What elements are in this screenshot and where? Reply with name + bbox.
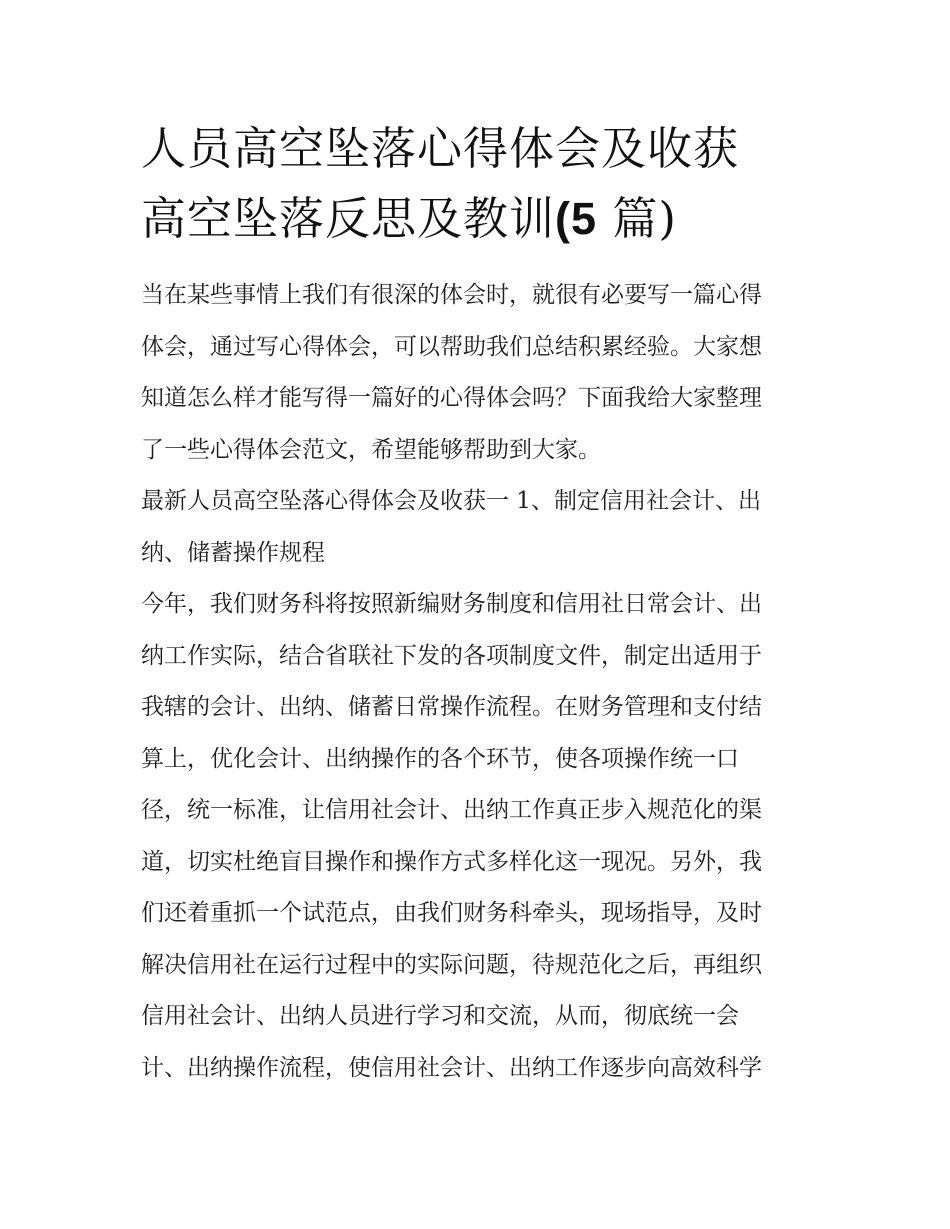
document-title [141, 114, 813, 254]
title-count-suffix: 篇) [597, 192, 677, 245]
title-count: (5 [555, 193, 598, 244]
document-body [141, 270, 813, 1094]
paragraph-line: 们还着重抓一个试范点，由我们财务科牵头，现场指导，及时 [141, 900, 762, 926]
paragraph-line: 信用社会计、出纳人员进行学习和交流，从而，彻底统一会 [141, 1003, 739, 1029]
paragraph-line: 了一些心得体会范文，希望能够帮助到大家。 [141, 436, 601, 463]
title-line-2 [141, 184, 813, 254]
paragraph-line: 解决信用社在运行过程中的实际问题，待规范化之后，再组织 [141, 951, 762, 978]
paragraph-intro [141, 270, 813, 476]
document-page [141, 114, 813, 1094]
paragraph-line: 纳工作实际，结合省联社下发的各项制度文件，制定出适用于 [141, 642, 762, 669]
paragraph-line: 知道怎么样才能写得一篇好的心得体会吗？下面我给大家整理 [141, 385, 762, 411]
paragraph-line: 最新人员高空坠落心得体会及收获一 1、制定信用社会计、出 [141, 488, 761, 514]
paragraph-line: 今年，我们财务科将按照新编财务制度和信用社日常会计、出 [141, 591, 762, 617]
title-line-1: 人员高空坠落心得体会及收获 [141, 122, 740, 175]
paragraph-line: 当在某些事情上我们有很深的体会时，就很有必要写一篇心得 [141, 282, 762, 308]
paragraph-line: 道，切实杜绝盲目操作和操作方式多样化这一现况。另外，我 [141, 848, 762, 875]
paragraph-section-heading [141, 476, 813, 579]
paragraph-main [141, 579, 813, 1094]
paragraph-line: 计、出纳操作流程，使信用社会计、出纳工作逐步向高效科学 [141, 1054, 762, 1081]
paragraph-line: 径，统一标准，让信用社会计、出纳工作真正步入规范化的渠 [141, 797, 762, 823]
title-line-2-text: 高空坠落反思及教训 [141, 192, 556, 245]
paragraph-line: 算上，优化会计、出纳操作的各个环节，使各项操作统一口 [141, 745, 739, 772]
paragraph-line: 体会，通过写心得体会，可以帮助我们总结积累经验。大家想 [141, 333, 762, 360]
paragraph-line: 我辖的会计、出纳、储蓄日常操作流程。在财务管理和支付结 [141, 694, 762, 720]
paragraph-line: 纳、储蓄操作规程 [141, 539, 325, 566]
